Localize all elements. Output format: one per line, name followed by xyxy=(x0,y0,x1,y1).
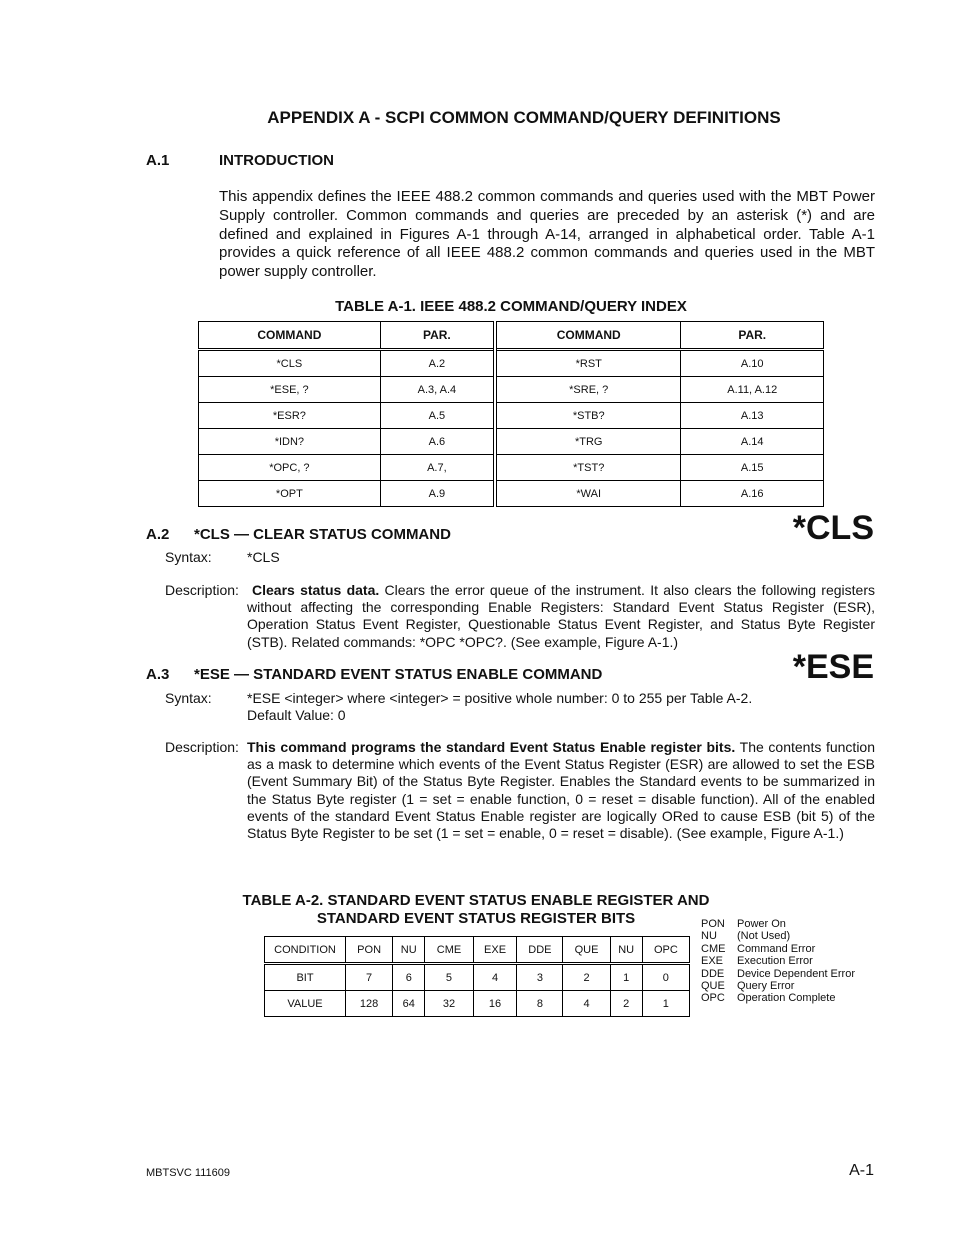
table-cell: A.3, A.4 xyxy=(380,377,495,403)
table-cell: 4 xyxy=(563,991,610,1017)
legend-abbrev: DDE xyxy=(701,967,725,980)
table-cell: *ESE, ? xyxy=(199,377,381,403)
table-a2-caption-line1: TABLE A-2. STANDARD EVENT STATUS ENABLE REGISTER AND xyxy=(242,892,710,909)
legend-item xyxy=(701,918,855,930)
table-cell: A.9 xyxy=(380,481,495,507)
table-cell: OPC xyxy=(642,937,689,964)
ese-description xyxy=(247,739,875,842)
table-row xyxy=(199,429,824,455)
table-cell: 2 xyxy=(610,991,642,1017)
legend-meaning: Device Dependent Error xyxy=(737,967,856,980)
ese-default-value: Default Value: 0 xyxy=(247,707,346,723)
legend-meaning: Command Error xyxy=(737,942,816,955)
section-title-cls: *CLS — CLEAR STATUS COMMAND xyxy=(194,526,451,543)
cls-description-label: Description: xyxy=(165,582,239,598)
table-cell: NU xyxy=(393,937,425,964)
table-cell: A.13 xyxy=(681,403,824,429)
table-a2-caption-line2: STANDARD EVENT STATUS REGISTER BITS xyxy=(316,910,636,927)
table-cell: *TST? xyxy=(495,455,681,481)
legend-meaning: Operation Complete xyxy=(737,992,836,1005)
legend-meaning: Execution Error xyxy=(737,955,813,968)
ese-description-label: Description: xyxy=(165,739,239,755)
table-cell: 8 xyxy=(517,991,563,1017)
table-row xyxy=(265,991,690,1017)
table-cell: 7 xyxy=(346,964,393,991)
table-row xyxy=(199,403,824,429)
table-cell: A.15 xyxy=(681,455,824,481)
legend-item xyxy=(701,992,855,1004)
abbreviation-legend xyxy=(701,918,855,1005)
legend-abbrev: CME xyxy=(701,942,726,955)
intro-paragraph: This appendix defines the IEEE 488.2 common commands and queries used with the MBT Power Supply controller. Common commands and queries are preceded by an asterisk (*) and are defined and explained in Figures A-1 through A-14, arranged in alphabetical order. Table A-1 provides a quick reference of all IEEE 488.2 common commands and queries used in the MBT power supply controller. xyxy=(219,188,875,281)
table-cell: EXE xyxy=(473,937,517,964)
section-number-a1: A.1 xyxy=(146,152,170,169)
table-cell: *OPC, ? xyxy=(199,455,381,481)
table-cell: A.16 xyxy=(681,481,824,507)
cls-syntax: *CLS xyxy=(247,549,280,565)
section-number-a2: A.2 xyxy=(146,526,170,543)
table-cell: 2 xyxy=(563,964,610,991)
table-cell: A.7, xyxy=(380,455,495,481)
section-title-introduction: INTRODUCTION xyxy=(219,152,334,169)
footer-page-number: A-1 xyxy=(849,1162,874,1179)
table-row xyxy=(199,350,824,377)
legend-abbrev: QUE xyxy=(701,980,725,993)
table-cell: *OPT xyxy=(199,481,381,507)
table-cell: 3 xyxy=(517,964,563,991)
table-cell: CONDITION xyxy=(265,937,346,964)
section-number-a3: A.3 xyxy=(146,666,170,683)
table-cell: CME xyxy=(425,937,473,964)
cls-description xyxy=(247,582,875,651)
event-status-register-table xyxy=(264,936,690,1017)
table-a1-caption: TABLE A-1. IEEE 488.2 COMMAND/QUERY INDEX xyxy=(335,298,687,315)
header-command: COMMAND xyxy=(495,322,681,350)
table-cell: 64 xyxy=(393,991,425,1017)
table-cell: A.10 xyxy=(681,350,824,377)
header-par: PAR. xyxy=(681,322,824,350)
table-cell: VALUE xyxy=(265,991,346,1017)
ese-description-body: The contents function as a mask to determine which events of the Event Status Register (ESR) are allowed to set the ESB (Event Summary Bit) of the Status Byte Register. Enables the Standard events to be summarized in the Status Byte register (1 = set = enable function, 0 = reset = disable function). All of the enabled events of the standard Event Status Enable register are logically ORed to cause ESB (bit 5) of the Status Byte Register to be set (1 = set = enable, 0 = reset = disable). (See example, Figure A-1.) xyxy=(247,739,875,842)
header-command: COMMAND xyxy=(199,322,381,350)
cls-description-lead: Clears status data. xyxy=(252,582,380,598)
table-cell: 5 xyxy=(425,964,473,991)
cls-description-body: Clears the error queue of the instrument. It also clears the following registers without affecting the corresponding Enable Registers: Standard Event Status Register (ESR), Operation Status Event Register, Questionable Status Event Register, and Status Byte Register (STB). Related commands: *OPC *OPC?. (See example, Figure A-1.) xyxy=(247,582,875,650)
table-cell: A.11, A.12 xyxy=(681,377,824,403)
table-cell: BIT xyxy=(265,964,346,991)
legend-abbrev: EXE xyxy=(701,955,724,968)
legend-abbrev: OPC xyxy=(701,992,725,1005)
table-cell: A.5 xyxy=(380,403,495,429)
ese-description-lead: This command programs the standard Event Status Enable register bits. xyxy=(247,739,736,755)
cls-syntax-label: Syntax: xyxy=(165,549,212,565)
cls-big-label: *CLS xyxy=(792,509,874,547)
table-cell: QUE xyxy=(563,937,610,964)
table-header-row xyxy=(265,937,690,964)
table-row xyxy=(199,377,824,403)
table-cell: PON xyxy=(346,937,393,964)
ese-syntax-label: Syntax: xyxy=(165,690,212,706)
table-cell: DDE xyxy=(517,937,563,964)
table-cell: A.6 xyxy=(380,429,495,455)
table-row xyxy=(199,455,824,481)
table-cell: *CLS xyxy=(199,350,381,377)
table-cell: 0 xyxy=(642,964,689,991)
table-row xyxy=(199,481,824,507)
header-par: PAR. xyxy=(380,322,495,350)
table-cell: 128 xyxy=(346,991,393,1017)
table-cell: *TRG xyxy=(495,429,681,455)
table-cell: *RST xyxy=(495,350,681,377)
legend-item xyxy=(701,968,855,980)
ese-syntax: *ESE <integer> where <integer> = positive whole number: 0 to 255 per Table A-2. xyxy=(247,690,753,706)
ese-big-label: *ESE xyxy=(792,648,874,686)
legend-item xyxy=(701,943,855,955)
table-cell: 6 xyxy=(393,964,425,991)
legend-abbrev: NU xyxy=(701,930,717,943)
appendix-title: APPENDIX A - SCPI COMMON COMMAND/QUERY DEFINITIONS xyxy=(267,108,781,127)
table-cell: 1 xyxy=(610,964,642,991)
table-cell: *SRE, ? xyxy=(495,377,681,403)
table-cell: A.2 xyxy=(380,350,495,377)
legend-meaning: (Not Used) xyxy=(737,930,791,943)
legend-meaning: Query Error xyxy=(737,980,795,993)
table-cell: 4 xyxy=(473,964,517,991)
table-cell: 32 xyxy=(425,991,473,1017)
table-cell: *STB? xyxy=(495,403,681,429)
legend-meaning: Power On xyxy=(737,918,786,930)
table-cell: NU xyxy=(610,937,642,964)
legend-abbrev: PON xyxy=(701,918,725,930)
table-row xyxy=(265,964,690,991)
table-header-row xyxy=(199,322,824,350)
legend-item xyxy=(701,980,855,992)
section-title-ese: *ESE — STANDARD EVENT STATUS ENABLE COMMAND xyxy=(194,666,603,683)
legend-item xyxy=(701,930,855,942)
footer-document-id: MBTSVC 111609 xyxy=(146,1167,230,1179)
table-cell: 1 xyxy=(642,991,689,1017)
table-cell: *IDN? xyxy=(199,429,381,455)
table-cell: *ESR? xyxy=(199,403,381,429)
table-cell: *WAI xyxy=(495,481,681,507)
table-cell: 16 xyxy=(473,991,517,1017)
legend-item xyxy=(701,955,855,967)
command-index-table xyxy=(198,321,824,507)
table-cell: A.14 xyxy=(681,429,824,455)
